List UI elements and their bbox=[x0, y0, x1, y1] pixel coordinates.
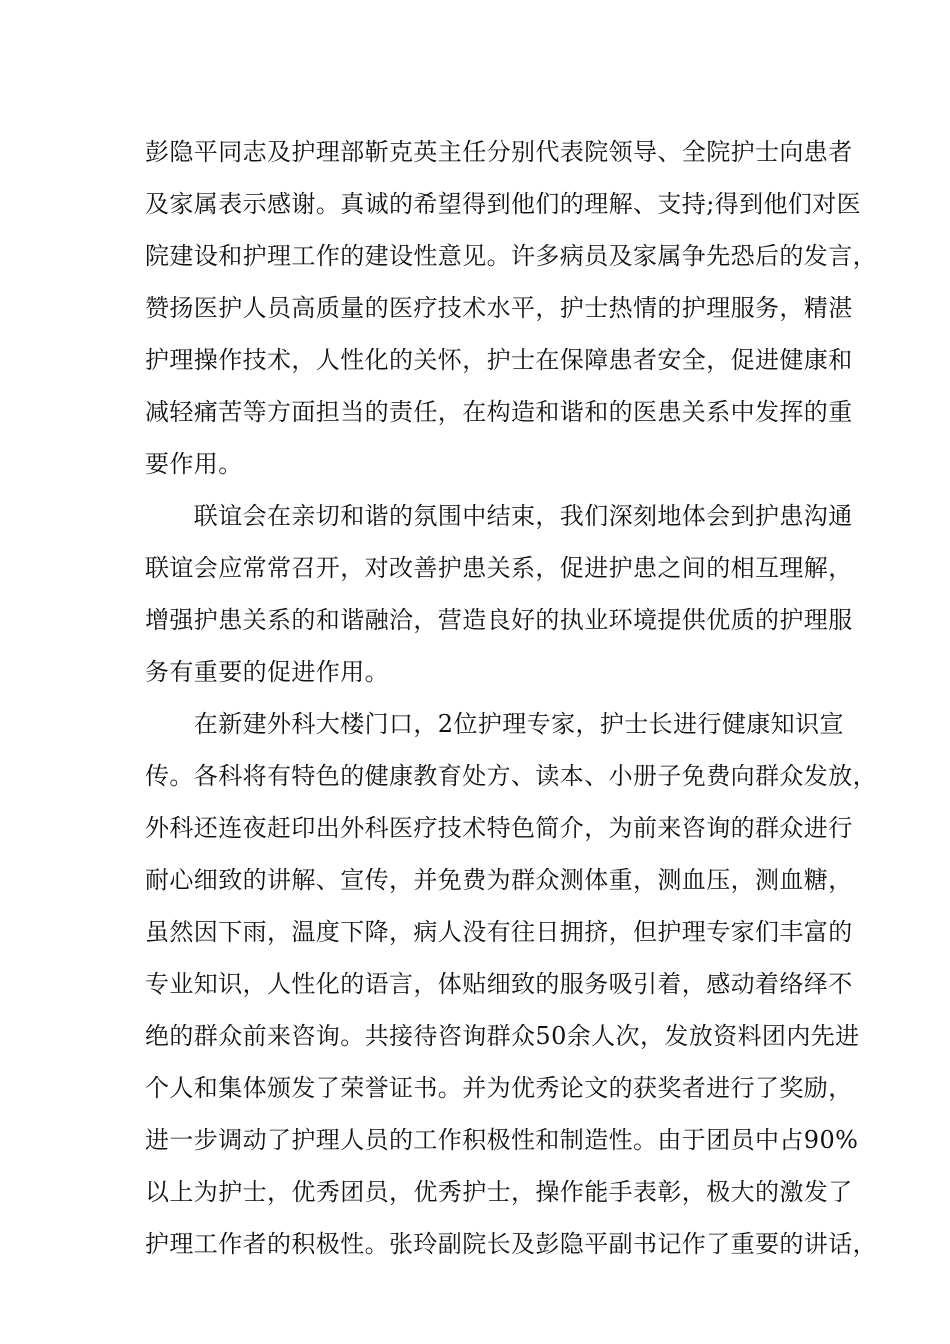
text-line: 传。各科将有特色的健康教育处方、读本、小册子免费向群众发放， bbox=[145, 762, 877, 790]
text-line: 增强护患关系的和谐融洽，营造良好的执业环境提供优质的护理服 bbox=[145, 606, 853, 634]
paragraph-1 bbox=[145, 126, 877, 490]
text-line: 及家属表示感谢。真诚的希望得到他们的理解、支持;得到他们对医 bbox=[145, 190, 862, 218]
text-line: 在新建外科大楼门口，2位护理专家，护士长进行健康知识宣 bbox=[145, 710, 844, 738]
text-line: 专业知识，人性化的语言，体贴细致的服务吸引着，感动着络绎不 bbox=[145, 970, 853, 998]
text-line: 彭隐平同志及护理部靳克英主任分别代表院领导、全院护士向患者 bbox=[145, 138, 853, 166]
text-line: 联谊会应常常召开，对改善护患关系，促进护患之间的相互理解， bbox=[145, 554, 853, 582]
document-body bbox=[145, 126, 877, 1270]
text-line: 务有重要的促进作用。 bbox=[145, 658, 389, 686]
text-line: 虽然因下雨，温度下降，病人没有往日拥挤，但护理专家们丰富的 bbox=[145, 918, 853, 946]
text-line: 外科还连夜赶印出外科医疗技术特色简介，为前来咨询的群众进行 bbox=[145, 814, 853, 842]
text-line: 绝的群众前来咨询。共接待咨询群众50余人次，发放资料团内先进 bbox=[145, 1022, 860, 1050]
text-line: 护理操作技术，人性化的关怀，护士在保障患者安全，促进健康和 bbox=[145, 346, 853, 374]
text-line: 要作用。 bbox=[145, 450, 243, 478]
text-line: 赞扬医护人员高质量的医疗技术水平，护士热情的护理服务，精湛 bbox=[145, 294, 853, 322]
text-line: 进一步调动了护理人员的工作积极性和制造性。由于团员中占90% bbox=[145, 1126, 859, 1154]
text-line: 减轻痛苦等方面担当的责任，在构造和谐和的医患关系中发挥的重 bbox=[145, 398, 853, 426]
text-line: 联谊会在亲切和谐的氛围中结束，我们深刻地体会到护患沟通 bbox=[145, 502, 853, 530]
text-line: 院建设和护理工作的建设性意见。许多病员及家属争先恐后的发言， bbox=[145, 242, 877, 270]
text-line: 耐心细致的讲解、宣传，并免费为群众测体重，测血压，测血糖， bbox=[145, 866, 853, 894]
paragraph-3 bbox=[145, 698, 877, 1270]
text-line: 以上为护士，优秀团员，优秀护士，操作能手表彰，极大的激发了 bbox=[145, 1178, 853, 1206]
paragraph-2 bbox=[145, 490, 853, 698]
text-line: 护理工作者的积极性。张玲副院长及彭隐平副书记作了重要的讲话， bbox=[145, 1230, 877, 1258]
text-line: 个人和集体颁发了荣誉证书。并为优秀论文的获奖者进行了奖励， bbox=[145, 1074, 853, 1102]
